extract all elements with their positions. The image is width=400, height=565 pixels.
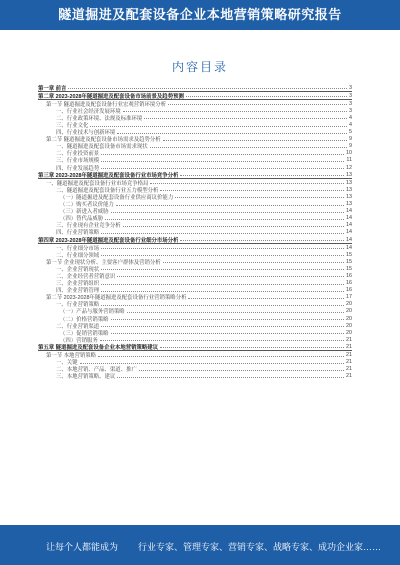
table-of-contents — [38, 84, 352, 380]
toc-entry-page: 3 — [349, 84, 352, 91]
toc-leader-dots — [111, 212, 344, 213]
toc-entry-page: 14 — [346, 208, 352, 215]
toc-entry-title: （三）促销营销策略 — [60, 330, 109, 337]
toc-entry-title: （四）营销服务 — [60, 337, 98, 344]
toc-entry-page: 13 — [346, 186, 352, 193]
toc-entry-page: 21 — [346, 359, 352, 366]
toc-leader-dots — [175, 197, 344, 198]
toc-leader-dots — [123, 226, 344, 227]
toc-leader-dots — [101, 233, 344, 234]
toc-entry-page: 15 — [346, 251, 352, 258]
toc-leader-dots — [101, 168, 344, 169]
toc-leader-dots — [139, 370, 344, 371]
toc-entry-title: 一、行业细分市场 — [56, 245, 100, 252]
toc-entry-title: （二）购买者议价能力 — [60, 202, 114, 209]
toc-leader-dots — [163, 262, 344, 263]
toc-leader-dots — [144, 118, 347, 119]
toc-entry-title: 第一节 企业现状分析、主要客户群体及营销分析 — [46, 259, 161, 266]
toc-entry-title: 第四章 2023-2028年隧道掘进及配套设备行业细分市场分析 — [38, 237, 179, 244]
toc-leader-dots — [180, 240, 344, 241]
toc-entry-title: 第三章 2023-2028年隧道掘进及配套设备行业市场竞争分析 — [38, 172, 179, 179]
toc-entry-title: 第一节 隧道掘进及配套设备行业宏观营销环境分析 — [46, 101, 167, 108]
toc-entry-page: 3 — [349, 107, 352, 114]
toc-leader-dots — [90, 126, 347, 127]
toc-entry-title: 二、行业政策环境、法规及标准环境 — [56, 115, 143, 122]
toc-entry-page: 20 — [346, 322, 352, 329]
toc-entry-title: 四、行业技术与创新环境 — [56, 130, 116, 137]
toc-entry-title: 三、行业市场规模 — [56, 158, 100, 165]
toc-entry-title: （一）隧道掘进及配套设备行业供应商议价能力 — [60, 194, 174, 201]
toc-entry-page: 15 — [346, 265, 352, 272]
toc-entry-page: 14 — [346, 244, 352, 251]
toc-entry-title: 三、本地营销策略、建议 — [56, 374, 116, 381]
toc-entry-title: 一、行业营销策略 — [56, 302, 100, 309]
toc-leader-dots — [80, 363, 344, 364]
toc-entry-title: （三）新进入者威胁 — [60, 209, 109, 216]
toc-entry-title: 一、隧道掘进及配套设备市场需求现状 — [56, 144, 148, 151]
toc-entry-title: 三、行业文化 — [56, 123, 89, 130]
toc-leader-dots — [98, 356, 344, 357]
toc-leader-dots — [117, 377, 344, 378]
toc-entry-title: 二、隧道掘进及配套设备行业五力模型分析 — [56, 187, 159, 194]
toc-entry[interactable] — [38, 351, 352, 358]
toc-entry-title: 四、企业营销管理 — [56, 288, 100, 295]
toc-entry-title: 四、行业营销策略 — [56, 230, 100, 237]
toc-entry-title: 第五章 隧道掘进及配套设备企业本地营销策略建议 — [38, 344, 159, 351]
toc-entry-page: 20 — [346, 315, 352, 322]
toc-entry-page: 13 — [346, 171, 352, 178]
toc-entry-page: 12 — [346, 164, 352, 171]
toc-entry[interactable] — [38, 373, 352, 380]
toc-entry-page: 17 — [346, 294, 352, 301]
toc-entry-page: 21 — [346, 352, 352, 359]
toc-entry-page: 15 — [346, 258, 352, 265]
toc-entry-title: 二、本地营销、产品、渠道、推广 — [56, 367, 137, 374]
toc-entry-page: 16 — [346, 287, 352, 294]
toc-entry-page: 9 — [349, 143, 352, 150]
toc-entry-title: 一、企业营销现状 — [56, 266, 100, 273]
toc-title: 内容目录 — [171, 60, 228, 74]
toc-leader-dots — [101, 326, 344, 327]
toc-entry-title: 三、行业现有企业竞争分析 — [56, 223, 121, 230]
toc-entry-title: 一、关键 — [56, 360, 78, 367]
toc-leader-dots — [160, 190, 344, 191]
toc-entry-title: 二、行业细分领域 — [56, 252, 100, 259]
toc-entry-page: 4 — [349, 114, 352, 121]
toc-entry-page: 3 — [349, 100, 352, 107]
toc-entry-page: 20 — [346, 329, 352, 336]
toc-entry-title: 第二章 2023-2028年隧道掘进及配套设备市场前景及趋势预测 — [38, 93, 184, 100]
toc-leader-dots — [180, 175, 344, 176]
toc-entry-page: 5 — [349, 129, 352, 136]
toc-leader-dots — [123, 111, 347, 112]
toc-entry-title: 第二节 2023-2028年隧道掘进及配套设备行业营销策略分析 — [46, 295, 187, 302]
toc-entry-title: 三、企业营销组织 — [56, 281, 100, 288]
toc-entry-page: 14 — [346, 236, 352, 243]
toc-entry-title: 一、行业社会经济发展环境 — [56, 108, 121, 115]
toc-entry-page: 13 — [346, 201, 352, 208]
toc-entry-page: 9 — [349, 136, 352, 143]
toc-entry-page: 14 — [346, 222, 352, 229]
toc-leader-dots — [188, 298, 344, 299]
toc-entry-title: 二、行业投资前景 — [56, 151, 100, 158]
toc-leader-dots — [105, 219, 344, 220]
toc-entry-title: （一）产品与服务营销策略 — [60, 309, 125, 316]
toc-entry-title: 二、企业经营者营销意识 — [56, 273, 116, 280]
toc-entry-title: 二、行业营销渠道 — [56, 323, 100, 330]
toc-leader-dots — [111, 319, 344, 320]
toc-leader-dots — [68, 88, 347, 89]
footer-slogan-right: 行业专家、管理专家、营销专家、战略专家、成功企业家…… — [138, 542, 382, 552]
toc-entry-page: 16 — [346, 272, 352, 279]
toc-leader-dots — [101, 305, 344, 306]
toc-entry-page: 21 — [346, 366, 352, 373]
toc-leader-dots — [101, 269, 344, 270]
toc-leader-dots — [163, 140, 347, 141]
toc-entry-title: 第一节 本地营销策略 — [46, 353, 97, 360]
toc-entry-title: （二）价格营销策略 — [60, 316, 109, 323]
toc-entry-page: 11 — [346, 157, 352, 164]
toc-leader-dots — [160, 347, 344, 348]
toc-entry-page: 10 — [346, 150, 352, 157]
toc-entry-page: 14 — [346, 229, 352, 236]
toc-entry-title: （四）替代品威胁 — [60, 216, 104, 223]
toc-leader-dots — [150, 183, 344, 184]
toc-entry-page: 21 — [346, 373, 352, 380]
footer-slogan-left: 让每个人都能成为 — [46, 542, 119, 552]
toc-leader-dots — [150, 147, 347, 148]
toc-entry-page: 13 — [346, 193, 352, 200]
toc-leader-dots — [117, 276, 344, 277]
toc-leader-dots — [168, 104, 347, 105]
toc-entry-page: 16 — [346, 280, 352, 287]
toc-entry-page: 21 — [346, 343, 352, 350]
report-title: 隧道掘进及配套设备企业本地营销策略研究报告 — [58, 7, 342, 22]
toc-leader-dots — [186, 96, 347, 97]
toc-entry-page: 14 — [346, 215, 352, 222]
toc-entry-title: 第一章 前言 — [38, 85, 67, 92]
toc-entry-page: 21 — [346, 336, 352, 343]
toc-entry-page: 13 — [346, 179, 352, 186]
toc-leader-dots — [101, 255, 344, 256]
toc-leader-dots — [100, 340, 344, 341]
toc-leader-dots — [127, 312, 344, 313]
toc-entry-title: 一、隧道掘进及配套设备行业市场竞争格局 — [46, 180, 149, 187]
toc-leader-dots — [117, 133, 347, 134]
toc-leader-dots — [101, 284, 344, 285]
toc-leader-dots — [116, 205, 344, 206]
toc-leader-dots — [101, 291, 344, 292]
toc-leader-dots — [101, 161, 344, 162]
toc-leader-dots — [101, 154, 344, 155]
toc-entry-page: 20 — [346, 301, 352, 308]
toc-entry-title: 第二节 隧道掘进及配套设备市场需求及趋势分析 — [46, 137, 161, 144]
toc-leader-dots — [111, 333, 344, 334]
toc-entry-page: 20 — [346, 308, 352, 315]
toc-entry-title: 四、行业发展趋势 — [56, 165, 100, 172]
toc-entry-page: 3 — [349, 92, 352, 99]
toc-leader-dots — [101, 248, 344, 249]
toc-entry-page: 4 — [349, 122, 352, 129]
